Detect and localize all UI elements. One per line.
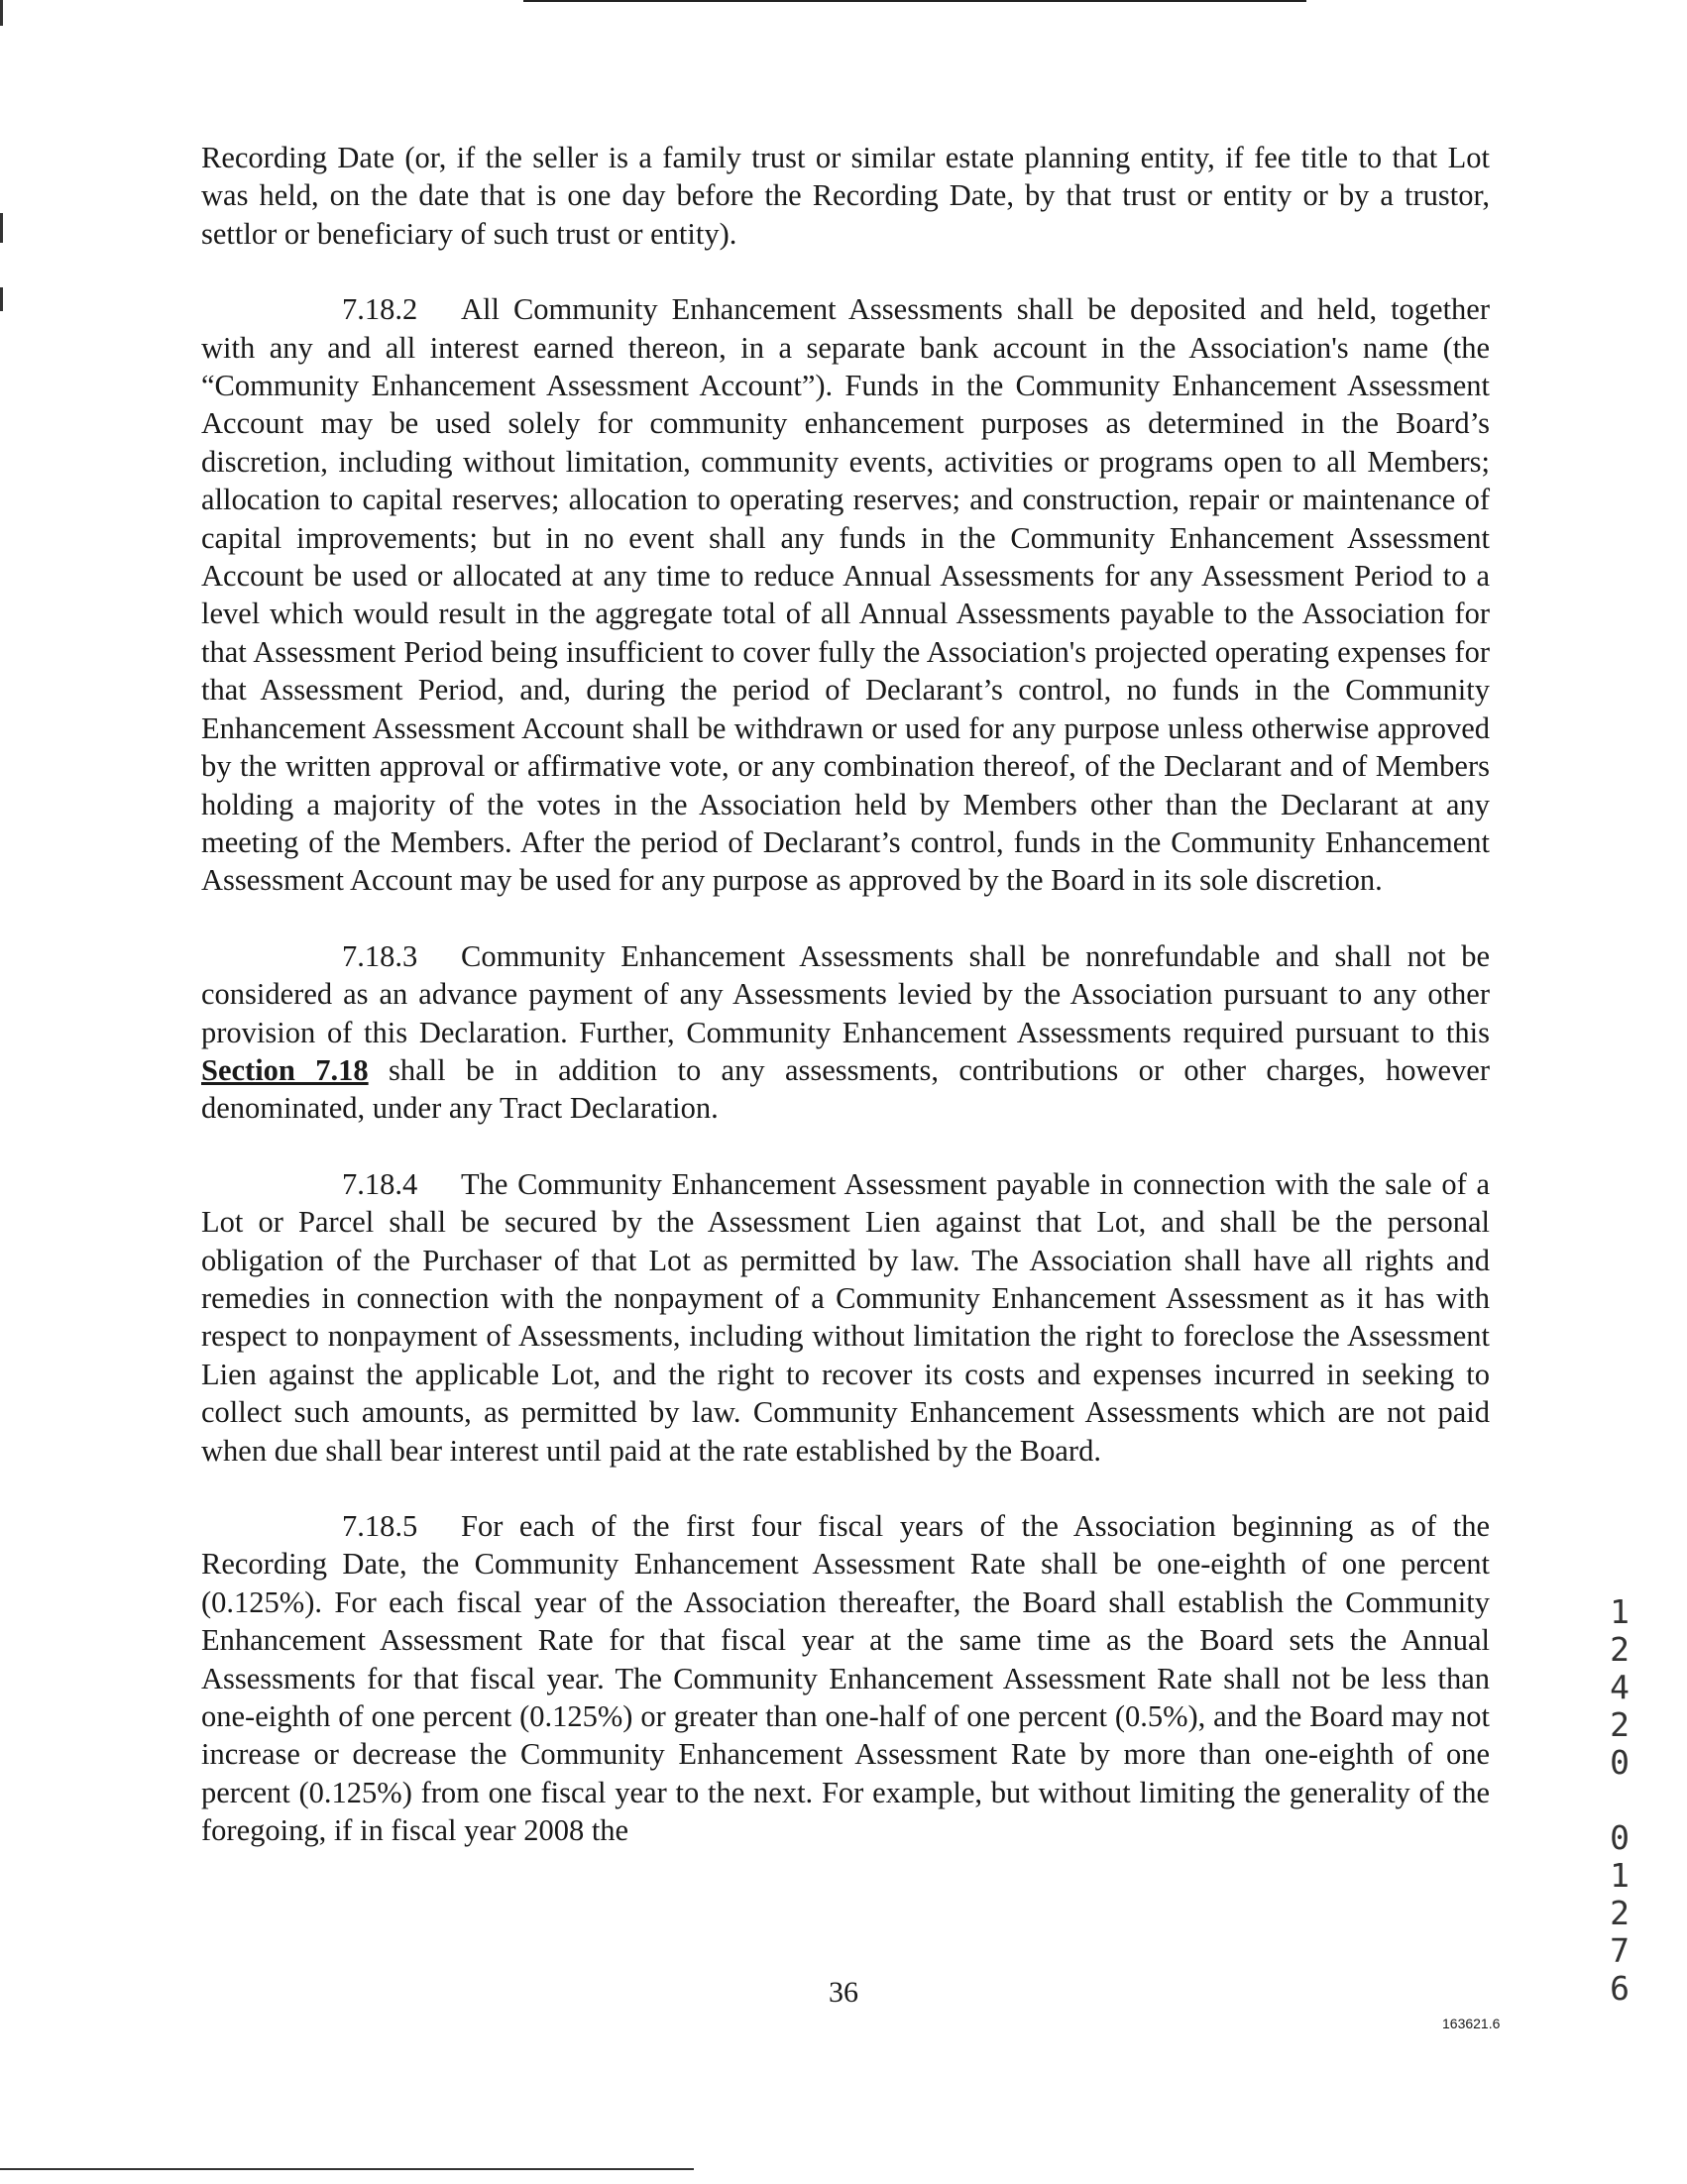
paragraph-text: Community Enhancement Assessments shall be nonrefundable and shall not be considered as an advance payment of any Assessments levied by the Association pursuant to any other provision of this Declaration. Further, Community Enhancement Assessments required pursuant to this: [201, 938, 1490, 1049]
recording-stamp: 1 2 4 2 0 0 1 2 7 6: [1610, 1592, 1630, 2008]
section-number: 7.18.4: [342, 1166, 418, 1201]
section-number: 7.18.5: [342, 1509, 418, 1543]
scan-mark: [0, 213, 3, 243]
paragraph-7-18-3: [201, 937, 1490, 1128]
paragraph-text: All Community Enhancement Assessments shall be deposited and held, together with any and all interest earned thereon, in a separate bank account in the Association's name (the “Community Enhancement Assessment Account”). Funds in the Community Enhancement Assessment Account may be used solely for community enhancement purposes as determined in the Board’s discretion, including without limitation, community events, activities or programs open to all Members; allocation to capital reserves; allocation to operating reserves; and construction, repair or maintenance of capital improvements; but in no event shall any funds in the Community Enhancement Assessment Account be used or allocated at any time to reduce Annual Assessments for any Assessment Period to a level which would result in the aggregate total of all Annual Assessments payable to the Association for that Assessment Period being insufficient to cover fully the Association's projected operating expenses for that Assessment Period, and, during the period of Declarant’s control, no funds in the Community Enhancement Assessment Account shall be withdrawn or used for any purpose unless otherwise approved by the written approval or affirmative vote, or any combination thereof, of the Declarant and of Members holding a majority of the votes in the Association held by Members other than the Declarant at any meeting of the Members. After the period of Declarant’s control, funds in the Community Enhancement Assessment Account may be used for any purpose as approved by the Board in its sole discretion.: [201, 292, 1490, 898]
section-reference: Section 7.18: [201, 1052, 369, 1087]
paragraph-text: Recording Date (or, if the seller is a family trust or similar estate planning entity, if fee title to that Lot was held, on the date that is one day before the Recording Date, by that trust or entity or by a trustor, settlor or beneficiary of such trust or entity).: [201, 141, 1490, 251]
paragraph-text: shall be in addition to any assessments, contributions or other charges, however denominated, under any Tract Declaration.: [201, 1052, 1491, 1126]
paragraph-continuation: [201, 139, 1490, 253]
scan-mark: [0, 287, 3, 311]
scan-mark: [0, 0, 3, 26]
paragraph-text: For each of the first four fiscal years of the Association beginning as of the Recording Date, the Community Enhancement Assessment Rate shall be one-eighth of one percent (0.125%). For each fiscal year of the Association thereafter, the Board shall establish the Community Enhancement Assessment Rate for that fiscal year at the same time as the Board sets the Annual Assessments for that fiscal year. The Community Enhancement Assessment Rate shall not be less than one-eighth of one percent (0.125%) or greater than one-half of one percent (0.5%), and the Board may not increase or decrease the Community Enhancement Assessment Rate by more than one-eighth of one percent (0.125%) from one fiscal year to the next. For example, but without limiting the generality of the foregoing, if in fiscal year 2008 the: [201, 1509, 1490, 1848]
paragraph-7-18-2: [201, 290, 1490, 900]
scan-edge-top: [523, 0, 1306, 2]
paragraph-7-18-5: [201, 1507, 1490, 1850]
document-code: 163621.6: [1442, 2016, 1501, 2031]
scan-edge-bottom: [0, 2168, 694, 2170]
section-number: 7.18.2: [342, 292, 418, 327]
document-body: [201, 139, 1490, 1888]
section-number: 7.18.3: [342, 938, 418, 973]
paragraph-text: The Community Enhancement Assessment payable in connection with the sale of a Lot or Parcel shall be secured by the Assessment Lien against that Lot, and shall be the personal obligation of the Purchaser of that Lot as permitted by law. The Association shall have all rights and remedies in connection with the nonpayment of a Community Enhancement Assessment as it has with respect to nonpayment of Assessments, including without limitation the right to foreclose the Assessment Lien against the applicable Lot, and the right to recover its costs and expenses incurred in seeking to collect such amounts, as permitted by law. Community Enhancement Assessments which are not paid when due shall bear interest until paid at the rate established by the Board.: [201, 1166, 1490, 1468]
paragraph-7-18-4: [201, 1165, 1490, 1470]
page-number: 36: [829, 1976, 858, 2009]
